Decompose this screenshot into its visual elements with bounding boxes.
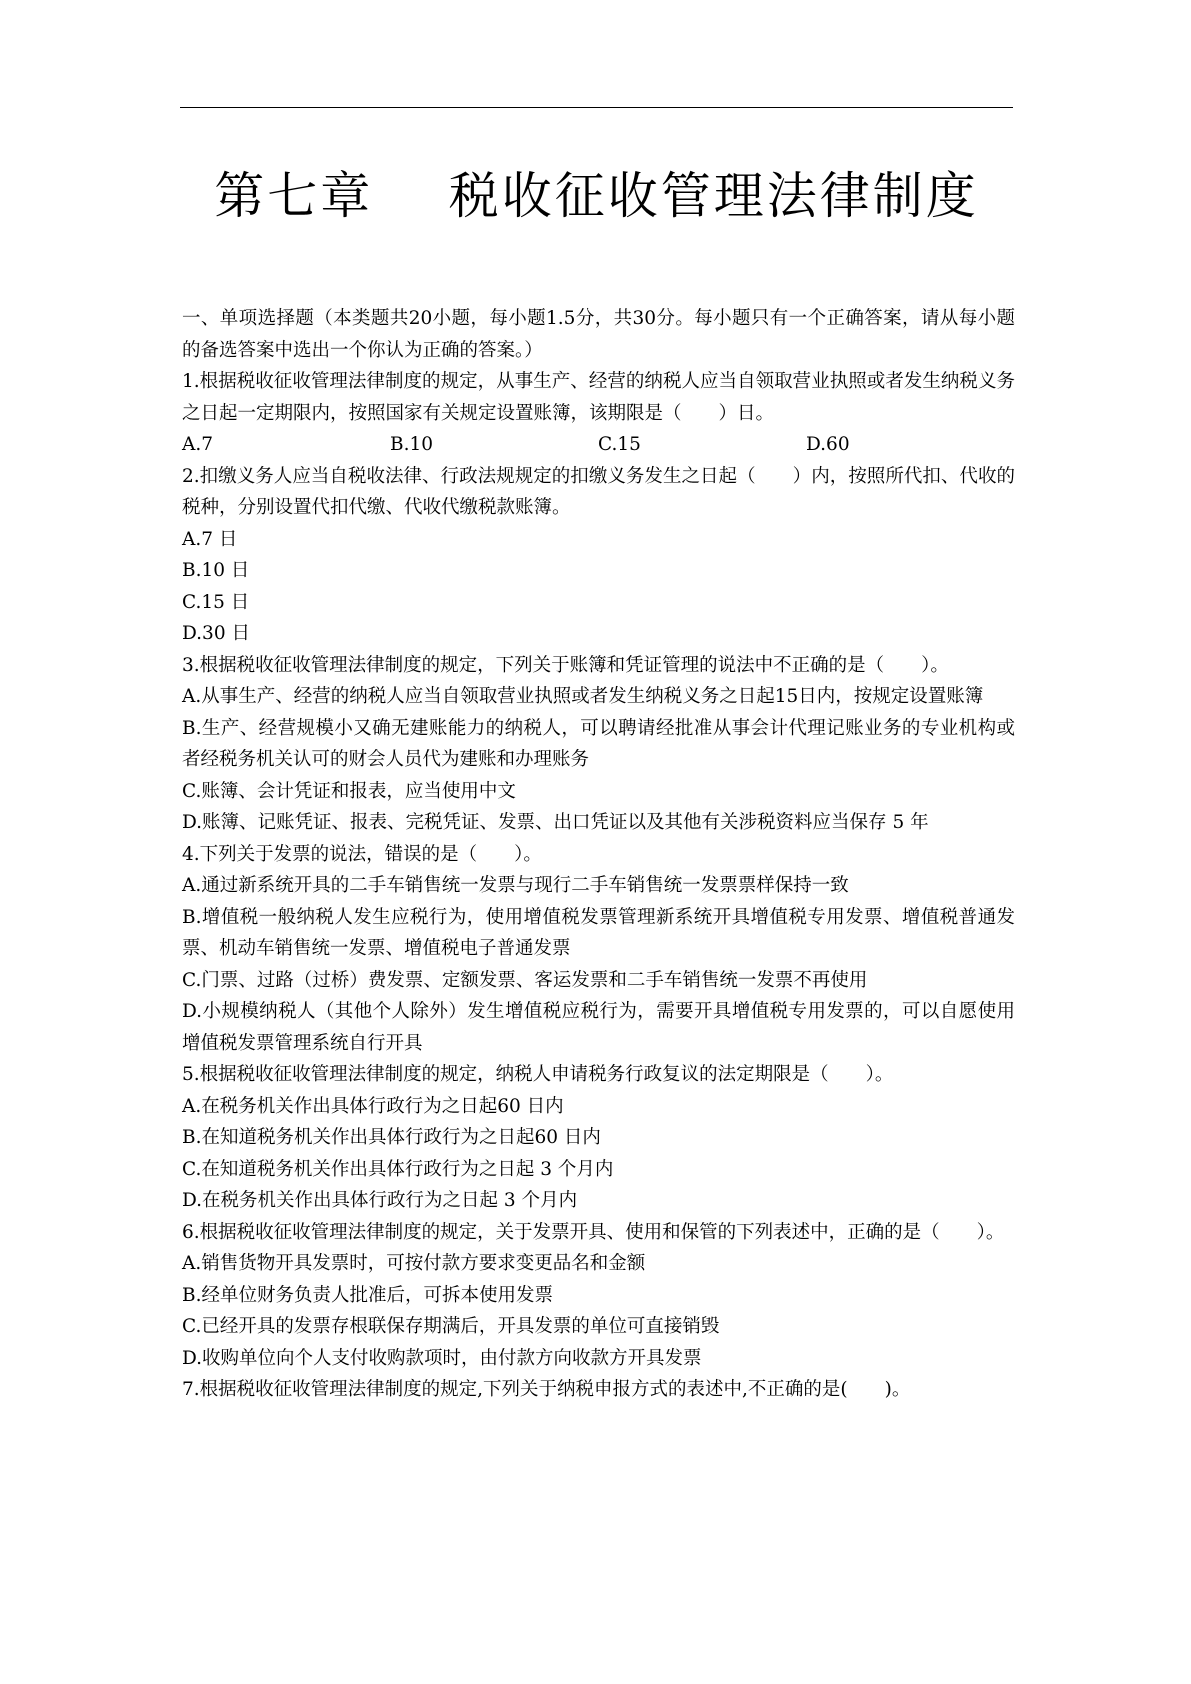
option-c: C.15	[598, 434, 641, 455]
option-d: D.60	[806, 434, 850, 455]
option-c: C.在知道税务机关作出具体行政行为之日起 3 个月内	[182, 1158, 614, 1180]
option-c: C.15 日	[182, 591, 250, 613]
option-a: A.通过新系统开具的二手车销售统一发票与现行二手车销售统一发票票样保持一致	[182, 875, 849, 896]
section-heading: 一、单项选择题（本类题共20小题，每小题1.5分，共30分。每小题只有一个正确答案，请从每小题的备选答案中选出一个你认为正确的答案。）	[182, 308, 1015, 361]
option-b: B.10	[390, 434, 434, 455]
option-a: A.7 日	[182, 528, 238, 550]
document-body	[182, 303, 1015, 1406]
option-c: C.已经开具的发票存根联保存期满后，开具发票的单位可直接销毁	[182, 1316, 720, 1337]
option-c: C.账簿、会计凭证和报表，应当使用中文	[182, 780, 516, 802]
option-a: A.在税务机关作出具体行政行为之日起60 日内	[182, 1095, 564, 1117]
option-b: B.增值税一般纳税人发生应税行为，使用增值税发票管理新系统开具增值税专用发票、增值税普通发票、机动车销售统一发票、增值税电子普通发票	[182, 906, 1015, 959]
option-a: A.7	[182, 434, 214, 455]
option-d: D.30 日	[182, 623, 250, 644]
question-stem: 6.根据税收征收管理法律制度的规定，关于发票开具、使用和保管的下列表述中，正确的是（ ）。	[182, 1221, 1005, 1243]
question-stem: 7.根据税收征收管理法律制度的规定,下列关于纳税申报方式的表述中,不正确的是( )。	[182, 1379, 911, 1400]
header-rule	[180, 107, 1013, 108]
option-d: D.小规模纳税人（其他个人除外）发生增值税应税行为，需要开具增值税专用发票的，可以自愿使用增值税发票管理系统自行开具	[182, 1001, 1015, 1054]
question-stem: 1.根据税收征收管理法律制度的规定，从事生产、经营的纳税人应当自领取营业执照或者发生纳税义务之日起一定期限内，按照国家有关规定设置账簿，该期限是（ ）日。	[182, 371, 1015, 424]
question-stem: 2.扣缴义务人应当自税收法律、行政法规规定的扣缴义务发生之日起（ ）内，按照所代扣、代收的税种，分别设置代扣代缴、代收代缴税款账簿。	[182, 465, 1015, 518]
question-stem: 3.根据税收征收管理法律制度的规定，下列关于账簿和凭证管理的说法中不正确的是（ ）。	[182, 654, 949, 676]
option-d: D.收购单位向个人支付收购款项时，由付款方向收款方开具发票	[182, 1347, 702, 1369]
page-title: 第七章 税收征收管理法律制度	[214, 167, 979, 225]
question-stem: 4.下列关于发票的说法，错误的是（ ）。	[182, 843, 542, 865]
option-a: A.从事生产、经营的纳税人应当自领取营业执照或者发生纳税义务之日起15日内，按规定设置账簿	[182, 686, 984, 707]
option-c: C.门票、过路（过桥）费发票、定额发票、客运发票和二手车销售统一发票不再使用	[182, 969, 868, 991]
option-b: B.经单位财务负责人批准后，可拆本使用发票	[182, 1284, 553, 1306]
option-a: A.销售货物开具发票时，可按付款方要求变更品名和金额	[182, 1253, 646, 1274]
option-b: B.生产、经营规模小又确无建账能力的纳税人，可以聘请经批准从事会计代理记账业务的专业机构或者经税务机关认可的财会人员代为建账和办理账务	[182, 717, 1015, 770]
option-b: B.在知道税务机关作出具体行政行为之日起60 日内	[182, 1127, 601, 1148]
option-d: D.在税务机关作出具体行政行为之日起 3 个月内	[182, 1190, 578, 1211]
option-d: D.账簿、记账凭证、报表、完税凭证、发票、出口凭证以及其他有关涉税资料应当保存 5 年	[182, 812, 929, 833]
question-stem: 5.根据税收征收管理法律制度的规定，纳税人申请税务行政复议的法定期限是（ ）。	[182, 1064, 894, 1085]
option-b: B.10 日	[182, 560, 250, 581]
question-options-row	[182, 429, 1015, 461]
